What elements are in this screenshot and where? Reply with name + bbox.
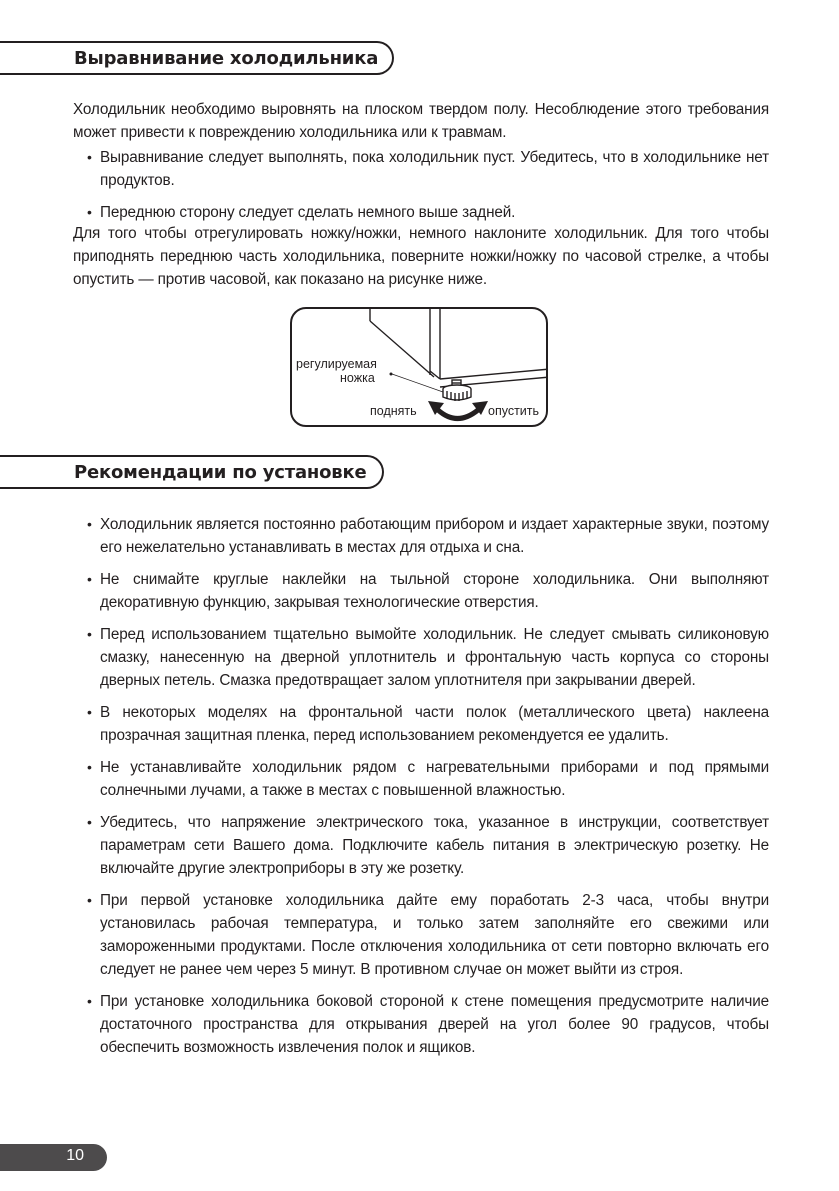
list-item: • При установке холодильника боковой стороной к стене помещения предусмотрите наличие достаточного пространства для открывания дверей на угол более 90 градусов, чтобы обеспечить возможность извлечения полок и ящиков.	[73, 990, 769, 1059]
bullet-icon: •	[87, 149, 92, 165]
list-item: • Переднюю сторону следует сделать немного выше задней.	[73, 201, 769, 224]
list-item: • Не устанавливайте холодильник рядом с нагревательными приборами и под прямыми солнечными лучами, а также в местах с повышенной влажностью.	[73, 756, 769, 802]
bullet-icon: •	[87, 204, 92, 220]
leveling-intro-paragraph: Холодильник необходимо выровнять на плоском твердом полу. Несоблюдение этого требования может привести к повреждению холодильника или к травмам.	[73, 101, 769, 141]
installation-bullet-list	[73, 513, 769, 1068]
bullet-icon: •	[87, 704, 92, 720]
list-item: • Не снимайте круглые наклейки на тыльной стороне холодильника. Они выполняют декоративную функцию, закрывая технологические отверстия.	[73, 568, 769, 614]
section-title: Рекомендации по установке	[74, 462, 367, 483]
adjustable-foot-label-line2: ножка	[340, 371, 375, 385]
raise-label: поднять	[370, 404, 417, 418]
page-number: 10	[66, 1147, 84, 1164]
leveling-bullet-list	[73, 146, 769, 233]
section-heading-leveling	[0, 41, 394, 75]
bullet-icon: •	[87, 759, 92, 775]
list-item: • Холодильник является постоянно работающим прибором и издает характерные звуки, поэтому его нежелательно устанавливать в местах для отдыха и сна.	[73, 513, 769, 559]
lower-label: опустить	[488, 404, 540, 418]
bullet-icon: •	[87, 892, 92, 908]
adjustable-foot-figure	[290, 307, 548, 427]
bullet-icon: •	[87, 814, 92, 830]
list-item: • В некоторых моделях на фронтальной части полок (металлического цвета) наклеена прозрачная защитная пленка, перед использованием рекомендуется ее удалить.	[73, 701, 769, 747]
bullet-icon: •	[87, 516, 92, 532]
bullet-icon: •	[87, 993, 92, 1009]
adjustable-foot-label-line1: регулируемая	[296, 357, 377, 371]
bullet-icon: •	[87, 626, 92, 642]
section-title: Выравнивание холодильника	[74, 48, 379, 69]
page-number-tab	[0, 1144, 107, 1171]
list-item: • Выравнивание следует выполнять, пока холодильник пуст. Убедитесь, что в холодильнике нет продуктов.	[73, 146, 769, 192]
list-item: • При первой установке холодильника дайте ему поработать 2-3 часа, чтобы внутри установилась рабочая температура, и только затем заполняйте его свежими или замороженными продуктами. После отключения холодильника от сети повторно включать его следует не ранее чем через 5 минут. В противном случае он может выйти из строя.	[73, 889, 769, 981]
list-item: • Перед использованием тщательно вымойте холодильник. Не следует смывать силиконовую смазку, нанесенную на дверной уплотнитель и фронтальную часть корпуса со стороны дверных петель. Смазка предотвращает залом уплотнителя при закрывании дверей.	[73, 623, 769, 692]
section-heading-installation	[0, 455, 384, 489]
leveling-instruction-paragraph: Для того чтобы отрегулировать ножку/ножки, немного наклоните холодильник. Для того чтобы приподнять переднюю часть холодильника, поверните ножки/ножку по часовой стрелке, а чтобы опустить — против часовой, как показано на рисунке ниже.	[73, 225, 769, 288]
bullet-icon: •	[87, 571, 92, 587]
list-item: • Убедитесь, что напряжение электрического тока, указанное в инструкции, соответствует параметрам сети Вашего дома. Подключите кабель питания в электрическую розетку. Не включайте другие электроприборы в эту же розетку.	[73, 811, 769, 880]
